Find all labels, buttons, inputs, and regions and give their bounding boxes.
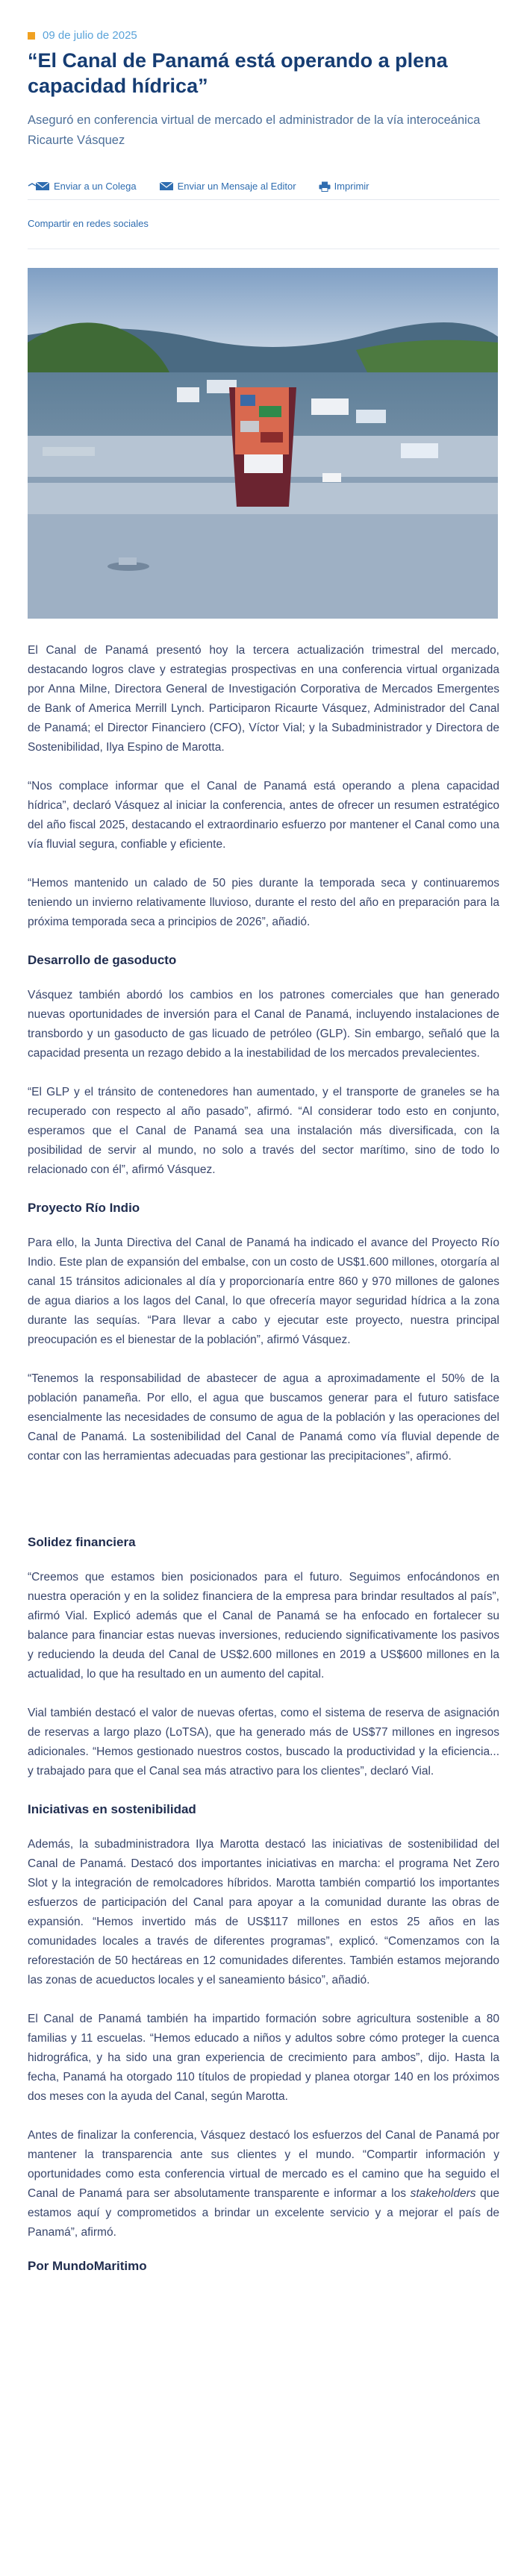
print-label: Imprimir — [334, 181, 369, 192]
email-colleague-label: Enviar a un Colega — [54, 181, 137, 192]
envelope-icon — [159, 181, 174, 191]
paragraph: Para ello, la Junta Directiva del Canal de Panamá ha indicado el avance del Proyecto Río Indio. Este plan de expansión del embalse, con un costo de US$1.600 millones, otorgaría al canal 15 tránsitos adicionales al día y proporcionaría entre 860 y 970 millones de galones de agua diarios a los lagos del Canal, lo que ofrecería mayor seguridad hídrica a la zona durante las sequías. “Para llevar a cabo y ejecutar este proyecto, nuestra principal preocupación es el bienestar de la población”, afirmó Vásquez. — [28, 1237, 499, 1346]
paragraph-text: Antes de finalizar la conferencia, Vásquez destacó los esfuerzos del Canal de Panamá por mantener la transparencia ante sus clientes y el mundo. “Compartir información y oportunidades como esta conferencia virtual de mercado es el camino que ha seguido el Canal de Panamá para ser absolutamente transparente e informar a los — [28, 2129, 499, 2200]
message-editor-link[interactable] — [159, 181, 296, 192]
share-social-link[interactable]: Compartir en redes sociales — [28, 218, 149, 229]
divider — [28, 248, 499, 249]
paragraph-text: que estamos aquí y comprometidos a brindar un excelente servicio y a mejorar el país de Panamá”, afirmó. — [28, 2187, 499, 2239]
section-heading: Desarrollo de gasoducto — [28, 953, 177, 967]
paragraph: “Hemos mantenido un calado de 50 pies durante la temporada seca y continuaremos teniendo un invierno relativamente lluvioso, durante el resto del año en preparación para la próxima temporada seca a principios de 2026”, añadió. — [28, 877, 499, 928]
paragraph: El Canal de Panamá también ha impartido formación sobre agricultura sostenible a 80 familias y 11 escuelas. “Hemos educado a niños y adultos sobre cómo proteger la cuenca hidrográfica, y ha sido una gran experiencia de crecimiento para ambos”, dijo. Hasta la fecha, Panamá ha otorgado 110 títulos de propiedad y planea otorgar 140 en los próximos dos meses con la ayuda del Canal, según Marotta. — [28, 2013, 499, 2103]
section-heading: Proyecto Río Indio — [28, 1201, 140, 1215]
paragraph: “El GLP y el tránsito de contenedores han aumentado, y el transporte de graneles se ha recuperado con respecto al año pasado”, afirmó. “Al considerar todo esto en conjunto, esperamos que el Canal de Panamá sea una instalación más diversificada, con la posibilidad de servir al mundo, no solo a través del sector marítimo, sino de todo lo relacionado con él”, afirmó Vásquez. — [28, 1086, 499, 1176]
paragraph: “Tenemos la responsabilidad de abastecer de agua a aproximadamente el 50% de la población panameña. Por ello, el agua que buscamos generar para el futuro satisface esencialmente las necesidades de consumo de agua de la población y las operaciones del Canal de Panamá. La sostenibilidad del Canal de Panamá como vía fluvial depende de contar con las herramientas adecuadas para gestionar las precipitaciones”, afirmó. — [28, 1372, 499, 1463]
panama-canal-photo — [28, 268, 498, 619]
article-date: 09 de julio de 2025 — [43, 29, 137, 42]
article-subtitle: Aseguró en conferencia virtual de mercado el administrador de la vía interoceánica Ricaurte Vásquez — [28, 113, 481, 147]
section-heading: Iniciativas en sostenibilidad — [28, 1802, 196, 1816]
email-colleague-link[interactable] — [28, 181, 137, 192]
date-marker-icon — [28, 32, 35, 40]
paragraph — [28, 2126, 499, 2242]
emphasis: stakeholders — [410, 2187, 476, 2200]
paragraph: “Nos complace informar que el Canal de Panamá está operando a plena capacidad hídrica”, declaró Vásquez al iniciar la conferencia, antes de ofrecer un resumen estratégico del año fiscal 2025, destacando el extraordinario esfuerzo por mantener el Canal como una vía fluvial segura, confiable y eficiente. — [28, 780, 499, 851]
article-title: “El Canal de Panamá está operando a plena capacidad hídrica” — [28, 49, 448, 97]
paragraph: El Canal de Panamá presentó hoy la tercera actualización trimestral del mercado, destacando logros clave y estrategias prospectivas en una conferencia virtual organizada por Anna Milne, Directora General de Investigación Corporativa de Mercados Emergentes de Bank of America Merrill Lynch. Participaron Ricaurte Vásquez, Administrador del Canal de Panamá; el Director Financiero (CFO), Víctor Vial; y la Subadministrador y Directora de Sostenibilidad, Ilya Espino de Marotta. — [28, 644, 499, 754]
article-byline: Por MundoMaritimo — [28, 2259, 147, 2273]
article-actions — [28, 181, 499, 192]
paragraph: Vásquez también abordó los cambios en los patrones comerciales que han generado nuevas oportunidades de inversión para el Canal de Panamá, incluyendo instalaciones de transbordo y un gasoducto de gas licuado de petróleo (GLP). Sin embargo, señaló que la capacidad presenta un rezago debido a la inestabilidad de los mercados prevalecientes. — [28, 989, 499, 1060]
section-heading: Solidez financiera — [28, 1535, 136, 1549]
article-hero-image — [28, 268, 498, 619]
divider — [28, 199, 499, 200]
printer-icon — [319, 181, 331, 192]
paragraph: Además, la subadministradora Ilya Marotta destacó las iniciativas de sostenibilidad del Canal de Panamá. Destacó dos importantes iniciativas en marcha: el programa Net Zero Slot y la integración de remolcadores híbridos. Marotta también compartió los importantes esfuerzos de participación del Canal para apoyar a la comunidad durante las obras de expansión. “Hemos invertido más de US$117 millones en estos 25 años en las comunidades locales a través de diferentes programas”, explicó. “Comenzamos con la reforestación de 50 hectáreas en 12 comunidades diferentes. También estamos mejorando las zonas de acueductos locales y el saneamiento básico”, añadió. — [28, 1838, 499, 1986]
print-link[interactable] — [319, 181, 369, 192]
email-colleague-icon — [28, 181, 50, 191]
spacer — [28, 1486, 499, 1534]
message-editor-label: Enviar un Mensaje al Editor — [177, 181, 296, 192]
paragraph: Vial también destacó el valor de nuevas ofertas, como el sistema de reserva de asignación de reservas a largo plazo (LoTSA), que ha generado más de US$77 millones en ingresos adicionales. “Hemos gestionado nuestros costos, buscado la productividad y la eficiencia... y trabajado para que el Canal sea más atractivo para los clientes”, declaró Vial. — [28, 1707, 499, 1778]
paragraph: “Creemos que estamos bien posicionados para el futuro. Seguimos enfocándonos en nuestra operación y en la solidez financiera de la empresa para brindar resultados al país”, afirmó Vial. Explicó además que el Canal de Panamá se ha enfocado en fortalecer su balance para financiar estas nuevas inversiones, reduciendo significativamente los pasivos y reduciendo la deuda del Canal de US$2.600 millones en 2019 a US$600 millones en la actualidad, lo que ha resultado en un aumento del capital. — [28, 1571, 499, 1681]
article-body — [28, 641, 499, 2274]
date-row — [28, 0, 499, 42]
